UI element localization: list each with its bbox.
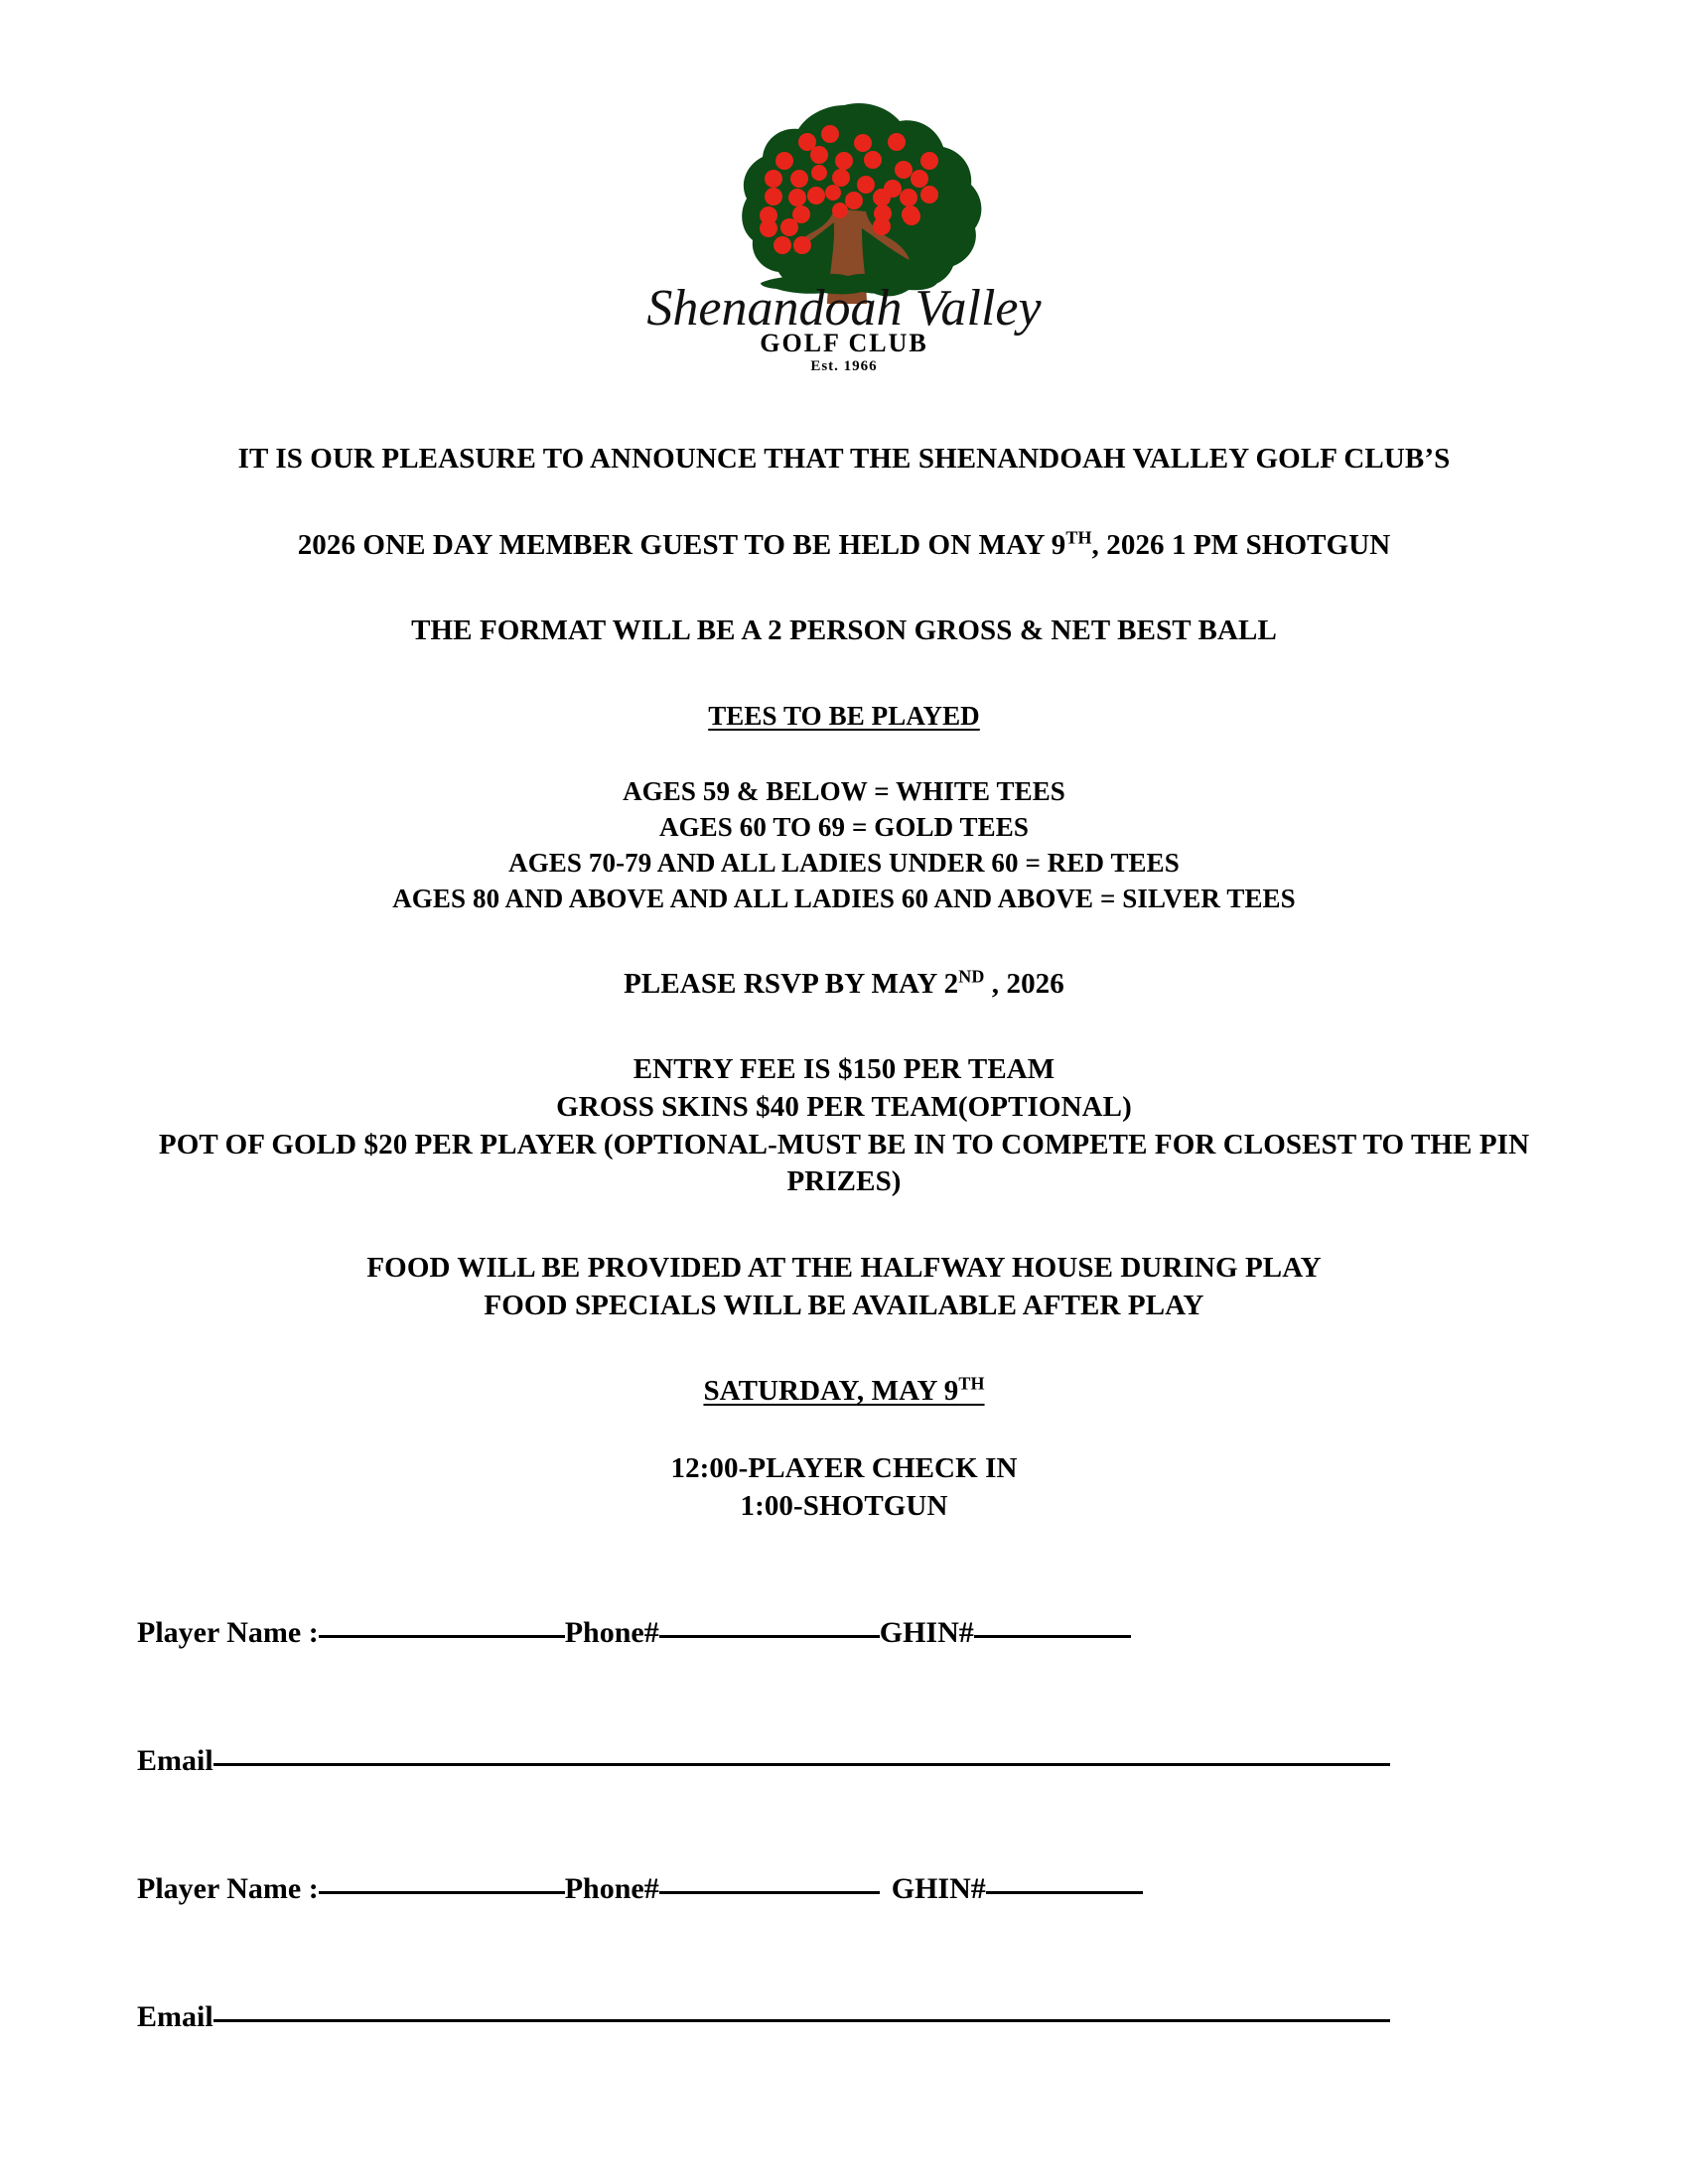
player-2-name-input[interactable]	[319, 1890, 565, 1894]
announcement-line-2-post: , 2026 1 PM SHOTGUN	[1091, 528, 1391, 561]
schedule-check-in: 12:00-PLAYER CHECK IN	[670, 1452, 1018, 1485]
player-1-name-label: Player Name :	[137, 1616, 319, 1650]
rsvp-pre: PLEASE RSVP BY MAY 2	[624, 967, 959, 1000]
svg-text:GOLF CLUB: GOLF CLUB	[760, 329, 928, 357]
player-2-row	[137, 1872, 1569, 1905]
rsvp-post: , 2026	[984, 967, 1064, 1000]
player-1-ghin-label: GHIN#	[879, 1616, 974, 1650]
player-1-ghin-input[interactable]	[974, 1634, 1131, 1638]
food-specials-line: FOOD SPECIALS WILL BE AVAILABLE AFTER PLAY	[484, 1289, 1204, 1321]
schedule-heading-ordinal: TH	[958, 1373, 985, 1394]
tee-rule-ages-59-below: AGES 59 & BELOW = WHITE TEES	[623, 775, 1065, 806]
player-2-email-label: Email	[137, 2000, 213, 2034]
schedule-shotgun: 1:00-SHOTGUN	[740, 1489, 948, 1522]
player-1-email-input[interactable]	[213, 1762, 1390, 1766]
pot-of-gold-line: POT OF GOLD $20 PER PLAYER (OPTIONAL-MUST BE IN TO COMPETE FOR CLOSEST TO THE PIN PRIZES)	[158, 1128, 1530, 1198]
tee-rule-ages-70-79: AGES 70-79 AND ALL LADIES UNDER 60 = RED TEES	[508, 847, 1180, 878]
fees-section	[0, 1051, 1688, 1201]
player-2-ghin-input[interactable]	[986, 1890, 1143, 1894]
player-1-phone-input[interactable]	[659, 1634, 880, 1638]
announcement-line-2-pre: 2026 ONE DAY MEMBER GUEST TO BE HELD ON MAY 9	[297, 528, 1066, 561]
tee-rule-ages-80-above: AGES 80 AND ABOVE AND ALL LADIES 60 AND ABOVE = SILVER TEES	[392, 883, 1296, 913]
gross-skins-line: GROSS SKINS $40 PER TEAM(OPTIONAL)	[556, 1090, 1132, 1123]
svg-text:Shenandoah Valley: Shenandoah Valley	[646, 280, 1042, 337]
announcement-line-1: IT IS OUR PLEASURE TO ANNOUNCE THAT THE SHENANDOAH VALLEY GOLF CLUB’S	[237, 443, 1451, 475]
club-logo	[0, 0, 1688, 379]
rsvp-line	[0, 966, 1688, 1004]
registration-form	[0, 1616, 1688, 2033]
apple-tree-icon	[645, 81, 1043, 379]
player-2-email-row	[137, 2000, 1569, 2033]
player-2-phone-input[interactable]	[659, 1890, 880, 1894]
player-1-phone-label: Phone#	[564, 1616, 659, 1650]
tees-heading: TEES TO BE PLAYED	[708, 701, 980, 732]
entry-fee-line: ENTRY FEE IS $150 PER TEAM	[633, 1053, 1055, 1086]
player-1-email-label: Email	[137, 1744, 213, 1778]
announcement-line-2	[0, 527, 1688, 565]
tee-rule-ages-60-69: AGES 60 TO 69 = GOLD TEES	[658, 811, 1029, 842]
schedule-heading-pre: SATURDAY, MAY 9	[703, 1375, 959, 1408]
rsvp-ordinal: ND	[958, 965, 985, 986]
player-1-row	[137, 1616, 1569, 1649]
player-2-email-input[interactable]	[213, 2018, 1390, 2022]
svg-text:Est. 1966: Est. 1966	[810, 358, 878, 374]
player-2-name-label: Player Name :	[137, 1872, 319, 1906]
food-section	[0, 1250, 1688, 1324]
food-provided-line: FOOD WILL BE PROVIDED AT THE HALFWAY HOUSE DURING PLAY	[366, 1252, 1322, 1285]
player-1-email-row	[137, 1744, 1569, 1777]
announcement-line-2-ordinal: TH	[1065, 527, 1092, 548]
flyer-body	[0, 379, 1688, 1525]
tees-section	[0, 699, 1688, 917]
schedule-heading	[0, 1373, 1688, 1411]
player-2-ghin-label: GHIN#	[891, 1872, 986, 1906]
player-1-name-input[interactable]	[319, 1634, 565, 1638]
schedule-section	[0, 1373, 1688, 1525]
announcement-line-3: THE FORMAT WILL BE A 2 PERSON GROSS & NET BEST BALL	[411, 614, 1277, 647]
player-2-phone-label: Phone#	[564, 1872, 659, 1906]
